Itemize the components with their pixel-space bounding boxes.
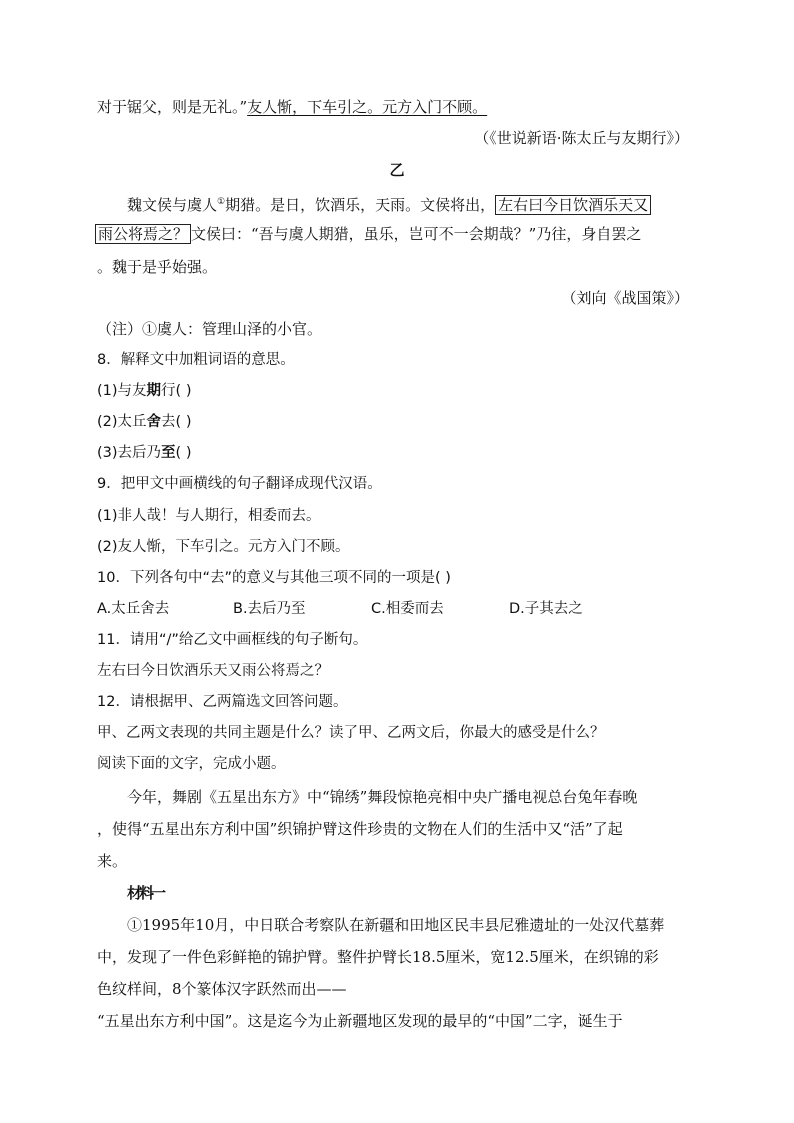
question-11: 11．请用“/”给乙文中画框线的句子断句。 xyxy=(97,632,368,648)
q8-2-bold-word: 舍 xyxy=(146,414,162,430)
question-8-3 xyxy=(97,442,697,464)
yi-source: （刘向《战国策》） xyxy=(561,289,689,307)
intro-line-3: 来。 xyxy=(97,852,128,870)
intro-line-2: ，使得“五星出东方利中国”织锦护臂这件珍贵的文物在人们的生活中又“活”了起 xyxy=(97,820,623,838)
q8-3-post: ( ) xyxy=(175,445,192,461)
jia-line-1 xyxy=(97,96,697,118)
question-9: 9．把甲文中画横线的句子翻译成现代汉语。 xyxy=(97,476,382,492)
q8-1-post: 行( ) xyxy=(161,383,192,399)
material-line-1: ①1995年10月，中日联合考察队在新疆和田地区民丰县尼雅遗址的一处汉代墓葬 xyxy=(127,916,665,934)
option-a: A.太丘舍去 xyxy=(97,601,170,617)
question-8: 8．解释文中加粗词语的意思。 xyxy=(97,352,295,368)
yi-line-2 xyxy=(95,223,695,245)
option-b: B.去后乃至 xyxy=(233,601,306,617)
question-8-1 xyxy=(97,380,697,402)
reading-instruction: 阅读下面的文字，完成小题。 xyxy=(97,756,286,772)
jia-underlined-sentence: 友人惭，下车引之。元方入门不顾。 xyxy=(247,98,488,116)
footnote-marker: ① xyxy=(217,197,226,207)
yi-footnote: （注）①虞人：管理山泽的小官。 xyxy=(97,320,323,338)
option-c: C.相委而去 xyxy=(371,601,444,617)
jia-source: （《世说新语·陈太丘与友期行》） xyxy=(474,129,689,147)
question-12-text: 甲、乙两文表现的共同主题是什么？读了甲、乙两文后，你最大的感受是什么？ xyxy=(97,725,605,741)
yi-heading: 乙 xyxy=(389,161,405,179)
question-9-1: (1)非人哉！与人期行，相委而去。 xyxy=(97,508,321,524)
question-10: 10．下列各句中“去”的意义与其他三项不同的一项是( ) xyxy=(97,570,451,586)
question-9-2: (2)友人惭，下车引之。元方入门不顾。 xyxy=(97,539,350,555)
material-title: 材料一 xyxy=(127,884,164,902)
question-11-sentence: 左右曰今日饮酒乐天又雨公将焉之？ xyxy=(97,663,329,679)
yi-line-1-mid: 期猎。是日，饮酒乐，天雨。文侯将出， xyxy=(225,196,496,214)
yi-line-3: 。魏于是乎始强。 xyxy=(97,258,218,276)
q8-2-post: 去( ) xyxy=(161,414,192,430)
q8-2-pre: (2)太丘 xyxy=(97,414,147,430)
option-d: D.子其去之 xyxy=(509,601,583,617)
intro-line-1: 今年，舞剧《五星出东方》中“锦绣”舞段惊艳亮相中央广播电视总台兔年春晚 xyxy=(127,788,638,806)
jia-line-1-text: 对于锯父，则是无礼。” xyxy=(97,98,248,116)
yi-boxed-sentence-part2: 雨公将焉之？ xyxy=(95,224,191,244)
yi-line-1-start: 魏文侯与虞人 xyxy=(127,196,218,214)
q8-1-pre: (1)与友 xyxy=(97,383,147,399)
yi-line-2-rest: 文侯曰：“吾与虞人期猎，虽乐，岂可不一会期哉？”乃往，身自罢之 xyxy=(191,225,642,243)
material-line-4: “五星出东方利中国”。这是迄今为止新疆地区发现的最早的“中国”二字，诞生于 xyxy=(97,1012,623,1030)
yi-boxed-sentence-part1: 左右曰今日饮酒乐天又 xyxy=(495,195,651,215)
question-8-2 xyxy=(97,411,697,433)
material-line-3: 色纹样间，8个篆体汉字跃然而出—— xyxy=(97,980,347,998)
question-12: 12．请根据甲、乙两篇选文回答问题。 xyxy=(97,694,348,710)
q8-3-bold-word: 至 xyxy=(161,445,176,461)
yi-line-1 xyxy=(97,191,697,216)
q8-3-pre: (3)去后乃 xyxy=(97,445,162,461)
q8-1-bold-word: 期 xyxy=(146,383,162,399)
material-line-2: 中，发现了一件色彩鲜艳的锦护臂。整件护臂长18.5厘米，宽12.5厘米，在织锦的彩 xyxy=(97,948,659,966)
